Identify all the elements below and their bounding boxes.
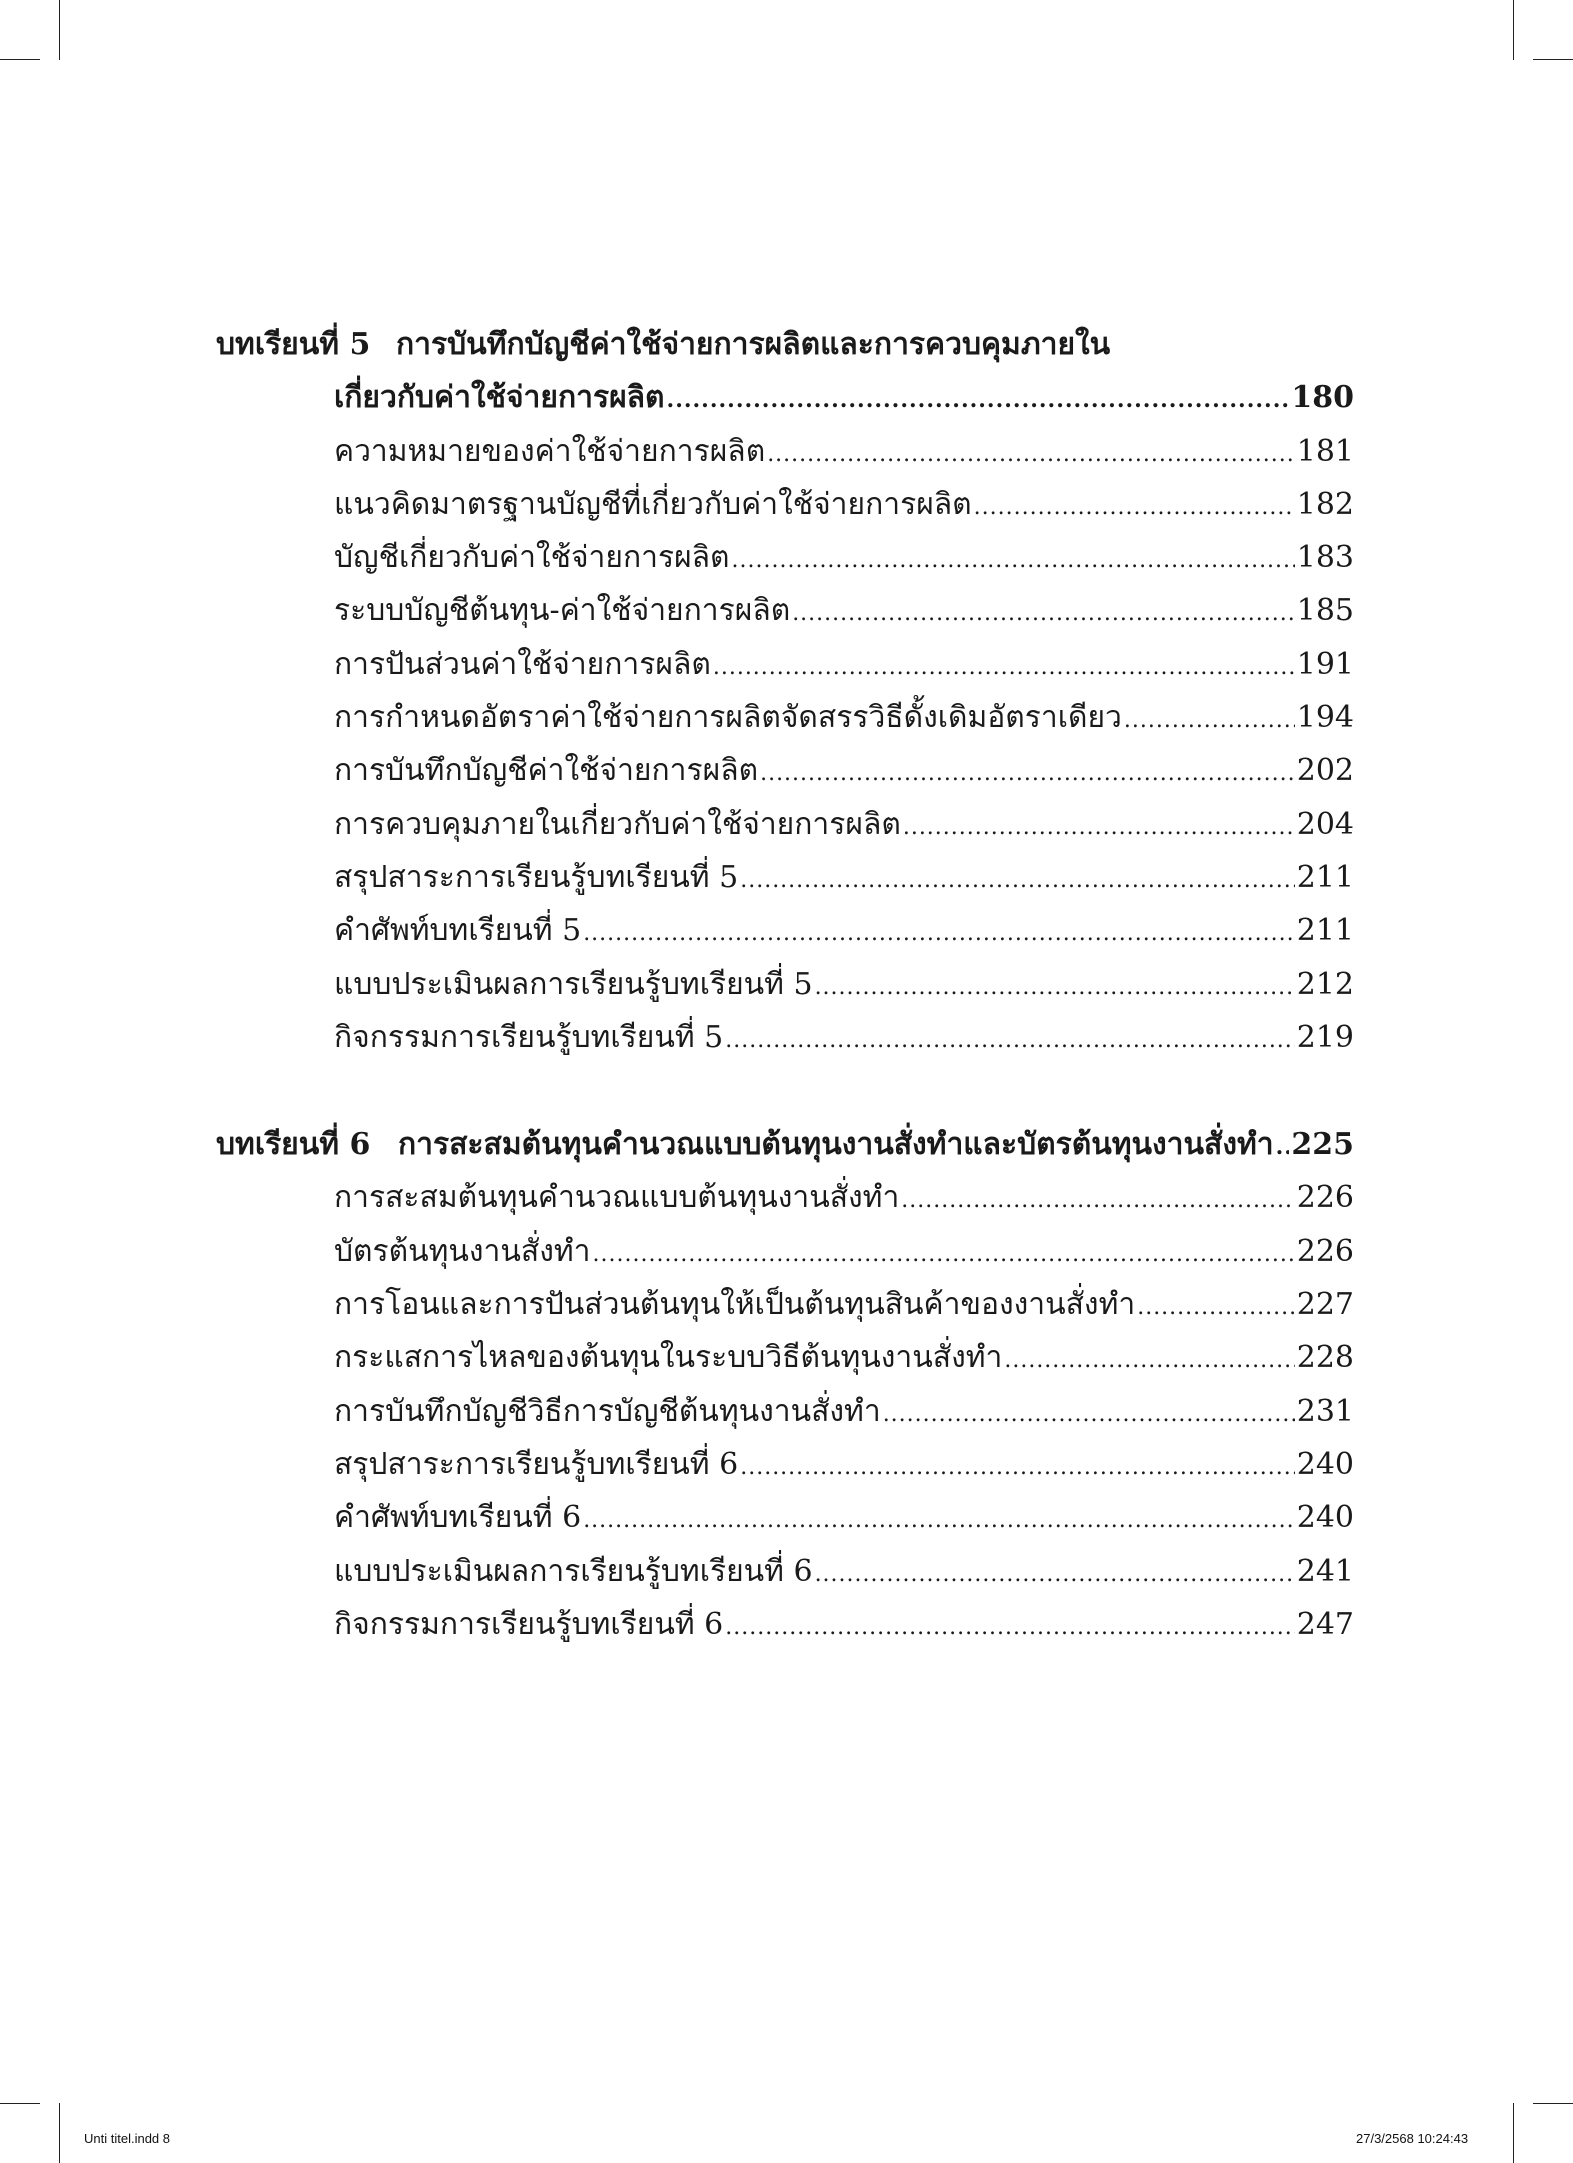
dot-leader — [1004, 1334, 1294, 1387]
toc-entry[interactable] — [216, 584, 1354, 637]
entry-label: กระแสการไหลของต้นทุนในระบบวิธีต้นทุนงานสั่งทำ — [334, 1340, 1003, 1376]
page-number: 240 — [1296, 1500, 1354, 1536]
dot-leader — [767, 428, 1295, 481]
toc-entry[interactable] — [216, 1491, 1354, 1544]
page-number: 183 — [1296, 540, 1354, 576]
page-number: 211 — [1296, 913, 1354, 949]
dot-leader — [740, 854, 1295, 907]
crop-mark-bottom-left-h — [0, 2103, 40, 2104]
toc-entry[interactable] — [216, 691, 1354, 744]
table-of-contents — [216, 318, 1354, 1651]
chapter-number: บทเรียนที่ 6 — [216, 1127, 371, 1163]
entry-label: กิจกรรมการเรียนรู้บทเรียนที่ 6 — [334, 1606, 724, 1642]
toc-entry[interactable] — [216, 638, 1354, 691]
chapter-title-continued: เกี่ยวกับค่าใช้จ่ายการผลิต — [334, 380, 665, 416]
dot-leader — [901, 1174, 1294, 1227]
page-number: 227 — [1296, 1287, 1354, 1323]
dot-leader — [583, 1494, 1295, 1547]
toc-entry[interactable] — [216, 1278, 1354, 1331]
page-number: 226 — [1296, 1180, 1354, 1216]
page-number: 226 — [1296, 1233, 1354, 1269]
dot-leader — [583, 907, 1295, 960]
page-number: 228 — [1296, 1340, 1354, 1376]
entry-label: ระบบบัญชีต้นทุน-ค่าใช้จ่ายการผลิต — [334, 593, 791, 629]
dot-leader — [1276, 1121, 1290, 1174]
entry-label: ความหมายของค่าใช้จ่ายการผลิต — [334, 433, 766, 469]
entry-label: บัตรต้นทุนงานสั่งทำ — [334, 1233, 591, 1269]
dot-leader — [792, 587, 1295, 640]
page-number: 181 — [1296, 433, 1354, 469]
dot-leader — [974, 481, 1295, 534]
entry-label: การควบคุมภายในเกี่ยวกับค่าใช้จ่ายการผลิต — [334, 806, 901, 842]
dot-leader — [760, 747, 1295, 800]
toc-entry[interactable] — [216, 531, 1354, 584]
dot-leader — [725, 1601, 1294, 1654]
toc-entry[interactable] — [216, 1225, 1354, 1278]
toc-entry[interactable] — [216, 1331, 1354, 1384]
page-number: 191 — [1296, 646, 1354, 682]
page-number: 225 — [1291, 1127, 1354, 1163]
entry-label: การบันทึกบัญชีค่าใช้จ่ายการผลิต — [334, 753, 759, 789]
page-number: 241 — [1296, 1553, 1354, 1589]
toc-entry[interactable] — [216, 798, 1354, 851]
page-number: 219 — [1296, 1019, 1354, 1055]
chapter-spacer — [216, 1064, 1354, 1118]
entry-label: การโอนและการปันส่วนต้นทุนให้เป็นต้นทุนสินค้าของงานสั่งทำ — [334, 1287, 1136, 1323]
footer-file-info: Unti titel.indd 8 — [84, 2131, 170, 2146]
entry-label: สรุปสาระการเรียนรู้บทเรียนที่ 5 — [334, 859, 739, 895]
toc-entry[interactable] — [216, 1438, 1354, 1491]
toc-entry[interactable] — [216, 1545, 1354, 1598]
dot-leader — [725, 1014, 1294, 1067]
dot-leader — [713, 641, 1295, 694]
footer-timestamp: 27/3/2568 10:24:43 — [1356, 2131, 1469, 2146]
dot-leader — [883, 1388, 1295, 1441]
entry-label: คำศัพท์บทเรียนที่ 6 — [334, 1500, 582, 1536]
dot-leader — [732, 534, 1295, 587]
entry-label: การกำหนดอัตราค่าใช้จ่ายการผลิตจัดสรรวิธีดั้งเดิมอัตราเดียว — [334, 700, 1122, 736]
page-number: 211 — [1296, 859, 1354, 895]
entry-label: สรุปสาระการเรียนรู้บทเรียนที่ 6 — [334, 1446, 739, 1482]
dot-leader — [740, 1441, 1295, 1494]
toc-entry[interactable] — [216, 958, 1354, 1011]
dot-leader — [1137, 1281, 1295, 1334]
entry-label: บัญชีเกี่ยวกับค่าใช้จ่ายการผลิต — [334, 540, 730, 576]
entry-label: คำศัพท์บทเรียนที่ 5 — [334, 913, 582, 949]
page-number: 240 — [1296, 1446, 1354, 1482]
page-number: 185 — [1296, 593, 1354, 629]
entry-label: แนวคิดมาตรฐานบัญชีที่เกี่ยวกับค่าใช้จ่ายการผลิต — [334, 486, 972, 522]
entry-label: แบบประเมินผลการเรียนรู้บทเรียนที่ 5 — [334, 966, 813, 1002]
toc-entry[interactable] — [216, 904, 1354, 957]
toc-entry[interactable] — [216, 425, 1354, 478]
page-number: 231 — [1296, 1393, 1354, 1429]
dot-leader — [667, 374, 1290, 427]
crop-mark-bottom-right-h — [1533, 2103, 1573, 2104]
entry-label: กิจกรรมการเรียนรู้บทเรียนที่ 5 — [334, 1019, 724, 1055]
chapter-title-row[interactable] — [216, 371, 1354, 424]
toc-entry[interactable] — [216, 1171, 1354, 1224]
chapter-heading[interactable] — [216, 1118, 1354, 1171]
page-number: 212 — [1296, 966, 1354, 1002]
chapter-number: บทเรียนที่ 5 — [216, 327, 371, 362]
crop-mark-top-right — [1513, 0, 1514, 60]
entry-label: การสะสมต้นทุนคำนวณแบบต้นทุนงานสั่งทำ — [334, 1180, 900, 1216]
dot-leader — [815, 961, 1295, 1014]
toc-entry[interactable] — [216, 1011, 1354, 1064]
dot-leader — [903, 801, 1295, 854]
page-number: 202 — [1296, 753, 1354, 789]
entry-label: การปันส่วนค่าใช้จ่ายการผลิต — [334, 646, 711, 682]
dot-leader — [815, 1548, 1295, 1601]
toc-entry[interactable] — [216, 1385, 1354, 1438]
page-number: 247 — [1296, 1606, 1354, 1642]
chapter-title: การบันทึกบัญชีค่าใช้จ่ายการผลิตและการควบคุมภายใน — [396, 327, 1111, 362]
dot-leader — [1124, 694, 1295, 747]
entry-label: แบบประเมินผลการเรียนรู้บทเรียนที่ 6 — [334, 1553, 813, 1589]
dot-leader — [593, 1228, 1295, 1281]
crop-mark-bottom-left — [59, 2103, 60, 2163]
chapter-title: การสะสมต้นทุนคำนวณแบบต้นทุนงานสั่งทำและบัตรต้นทุนงานสั่งทำ — [398, 1127, 1274, 1163]
entry-label: การบันทึกบัญชีวิธีการบัญชีต้นทุนงานสั่งทำ — [334, 1393, 881, 1429]
page-number: 182 — [1296, 486, 1354, 522]
page-number: 204 — [1296, 806, 1354, 842]
toc-entry[interactable] — [216, 1598, 1354, 1651]
crop-mark-top-left-h — [0, 59, 40, 60]
toc-entry[interactable] — [216, 851, 1354, 904]
toc-entry[interactable] — [216, 478, 1354, 531]
crop-mark-top-right-h — [1533, 59, 1573, 60]
page-number: 180 — [1291, 380, 1354, 416]
page-number: 194 — [1296, 700, 1354, 736]
chapter-heading — [216, 318, 1354, 371]
crop-mark-bottom-right — [1513, 2103, 1514, 2163]
toc-entry[interactable] — [216, 744, 1354, 797]
crop-mark-top-left — [59, 0, 60, 60]
